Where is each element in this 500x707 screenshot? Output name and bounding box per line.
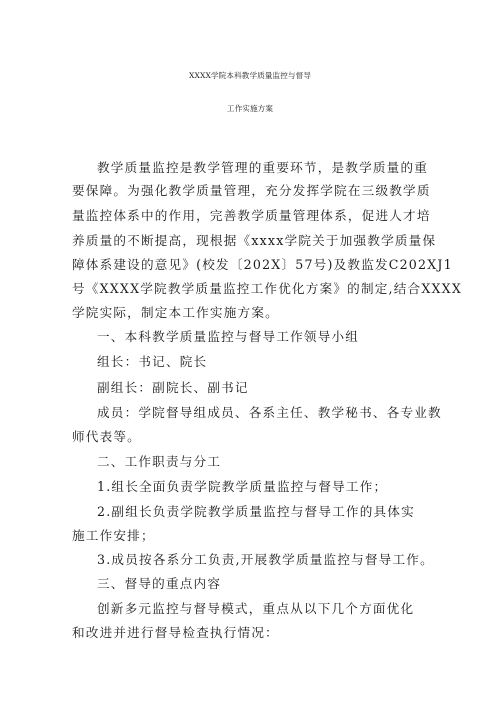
duty-3-line: 3.成员按各系分工负责,开展教学质量监控与督导工作。 [97,552,434,567]
section-1-heading: 一、本科教学质量监控与督导工作领导小组 [97,329,360,344]
deputy-line: 副组长：副院长、副书记 [97,380,249,395]
duty-1-line: 1.组长全面负责学院教学质量监控与督导工作； [97,479,388,494]
document-title-line-1: XXXX学院本科教学质量监控与督导 [188,71,312,80]
section-3-body-line-2: 和改进并进行督导检查执行情况： [72,625,279,640]
intro-line-5: 障体系建设的意见》(校发〔202X〕57号)及教监发C202XJ1 [72,257,453,272]
section-3-heading: 三、督导的重点内容 [97,576,222,591]
section-3-body-line-1: 创新多元监控与督导模式，重点从以下几个方面优化 [97,601,415,616]
duty-2-line-2: 施工作安排； [72,528,155,543]
leader-line: 组长：书记、院长 [97,354,208,369]
members-line-1: 成员：学院督导组成员、各系主任、教学秘书、各专业教 [97,405,442,420]
intro-line-6: 号《XXXX学院教学质量监控工作优化方案》的制定,结合XXXX [72,281,462,296]
intro-line-1: 教学质量监控是教学管理的重要环节，是教学质量的重 [97,160,429,175]
document-title-line-2: 工作实施方案 [226,104,274,113]
intro-line-3: 量监控体系中的作用，完善教学质量管理体系，促进人才培 [72,208,431,223]
duty-2-line-1: 2.副组长负责学院教学质量监控与督导工作的具体实 [97,504,415,519]
intro-line-2: 要保障。为强化教学质量管理，充分发挥学院在三级教学质 [72,183,431,198]
intro-line-4: 养质量的不断提高，现根据《xxxx学院关于加强教学质量保 [72,233,437,248]
members-line-2: 师代表等。 [72,429,141,444]
intro-line-7: 学院实际，制定本工作实施方案。 [72,305,279,320]
section-2-heading: 二、工作职责与分工 [97,454,222,469]
